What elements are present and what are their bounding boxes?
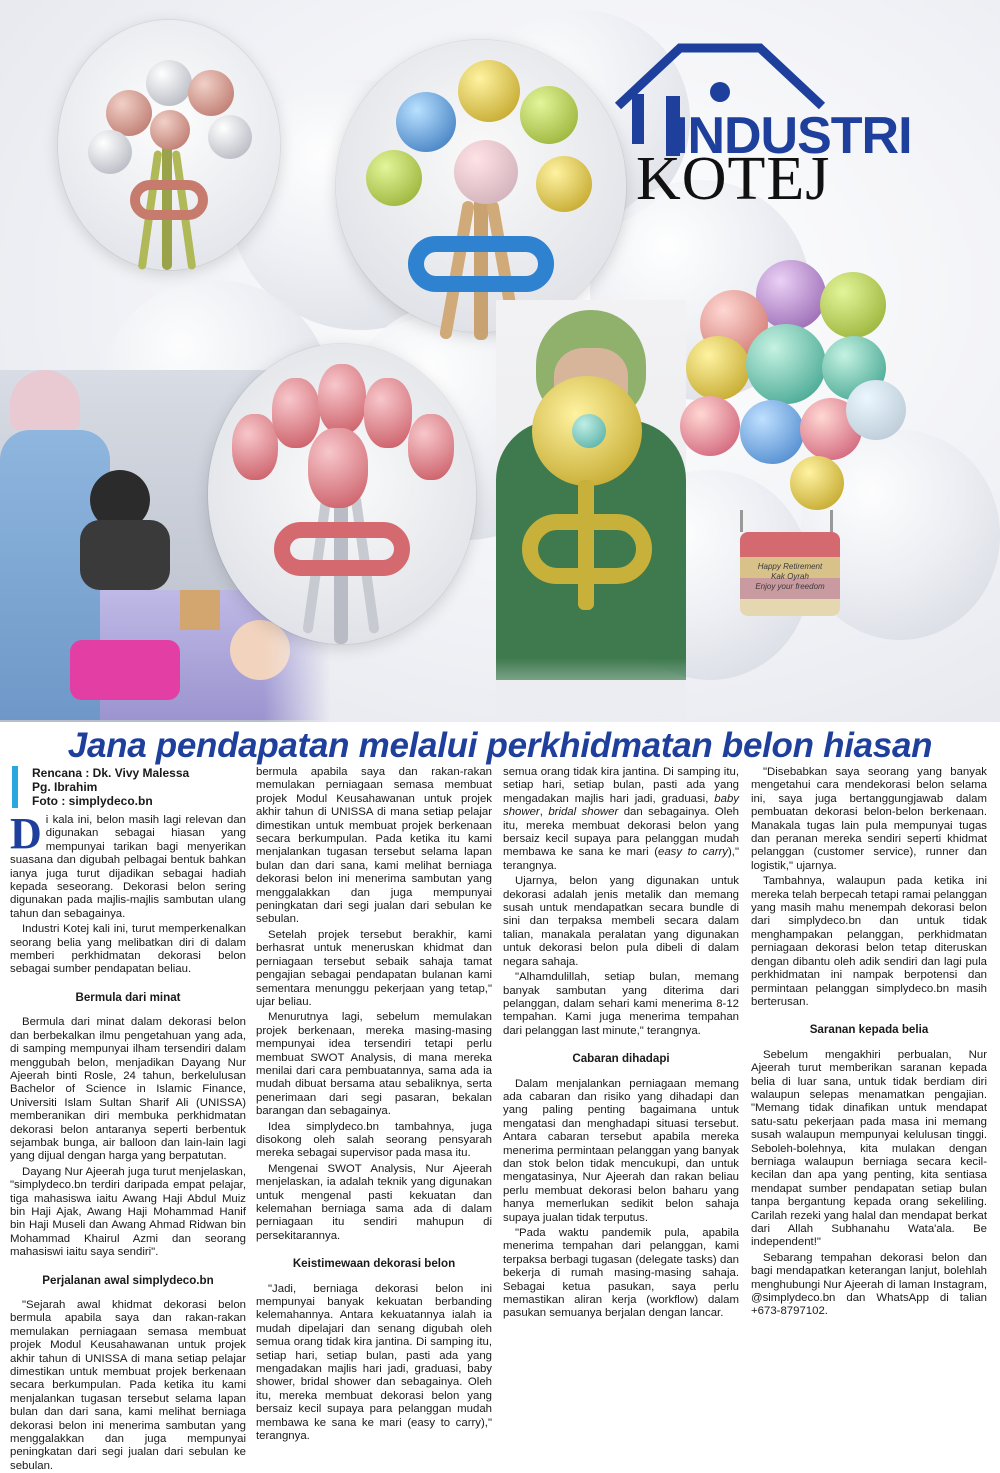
intro-paragraph: Di kala ini, belon masih lagi relevan dan digunakan sebagai hiasan yang mempunyai tarikan bagi menyerikan suasana dan digubah pelbagai bentuk bahkan ianya juga turut dijadikan sebagai hadiah kepada seseorang. Dekorasi belon sering digunakan pada majlis-majlis sambutan ulang tahun dan sebagainya. [10, 809, 246, 920]
photo-collage [0, 0, 1000, 722]
article-column-2 [256, 766, 492, 1443]
article-column-3 [503, 766, 739, 1323]
paragraph: Mengenai SWOT Analysis, Nur Ajeerah menjelaskan, ia adalah teknik yang digunakan untuk mengenal pasti kekuatan dan kelemahan berniaga sama ada di dalam perniagaan itu sendiri mahupun di persekitarannya. [256, 1162, 492, 1242]
paragraph: "Jadi, berniaga dekorasi belon ini mempunyai banyak kekuatan berbanding kelemahannya. Antara kekuatannya ialah ia mudah dipelajari dan senang digubah oleh semua orang tidak kira jantina. Di samping itu, setiap hari, setiap bulan, pasti ada yang mengadakan majlis hari jadi, graduasi, baby shower, bridal shower dan sebagainya. Oleh itu, mereka membuat dekorasi belon yang bersaiz kecil supaya para pelanggan mudah membawa ke sana ke mari (easy to carry)," terangnya. [256, 1282, 492, 1443]
subheading: Cabaran dihadapi [572, 1052, 670, 1066]
hot-air-balloon-photo [670, 250, 938, 630]
article-column-1 [10, 809, 246, 1472]
paragraph: "Sejarah awal khidmat dekorasi belon bermula apabila saya dan rakan-rakan memulakan perniagaan semasa membuat projek Modul Keusahawanan untuk projek akhir tahun di UNISSA di mana setiap pelajar dimestikan untuk membuat projek berkenaan secara berkumpulan. Pada ketika itu kami menjalankan tugasan tersebut selama lapan bulan dan dari sana, kami melihat berniaga dekorasi belon ini menerima sambutan yang menggalakkan dan juga mempunyai peningkatan dari segi jualan dari sebulan ke sebulan. [10, 1299, 246, 1472]
byline [12, 766, 242, 808]
paragraph: Idea simplydeco.bn tambahnya, juga disokong oleh salah seorang pensyarah mereka sebagai supervisor pada masa itu. [256, 1120, 492, 1160]
paragraph: "Pada waktu pandemik pula, apabila menerima tempahan dari pelanggan, kami terpaksa berbagi tugasan (delegate tasks) dan bekerja di rumah masing-masing sahaja. Sebagai ketua pasukan, saya perlu memastikan aliran kerja (workflow) dalam pasukan semuanya berjalan dengan lancar. [503, 1227, 739, 1320]
paragraph: Dalam menjalankan perniagaan memang ada cabaran dan risiko yang dihadapi dan yang paling penting bagaimana untuk mengatasi dan menghadapi situasi tersebut. Antara cabaran tersebut apabila mereka menerima permintaan pelanggan yang banyak dan stok belon tidak mencukupi, dan untuk mengatasinya, Nur Ajeerah dan rakan beliau perlu membuat dekorasi belon baharu yang hanya memerlukan sedikit belon sahaja supaya jualan tidak terputus. [503, 1077, 739, 1224]
article-column-4 [751, 766, 987, 1321]
paragraph: Ujarnya, belon yang digunakan untuk dekorasi adalah jenis metalik dan memang susah untuk mendapatkan secara bundle di sini dan terpaksa membeli secara dalam talian, manakala peralatan yang digunakan untuk dekorasi belon pula dibeli di dalam negara sahaja. [503, 875, 739, 968]
bouquet-photo-blue-bow [336, 40, 626, 332]
dropcap: D [10, 809, 42, 858]
logo-industri: INDUSTRI [674, 107, 912, 165]
subheading: Perjalanan awal simplydeco.bn [42, 1273, 214, 1287]
industri-kotej-logo [610, 36, 950, 213]
paragraph: Bermula dari minat dalam dekorasi belon dan berbekalkan ilmu pengetahuan yang ada, di samping mempunyai ilham tersendiri dalam menggubah belon, menjadikan Dayang Nur Ajeerah binti Rosle, 24 tahun, berkelulusan Bachelor of Science in Islamic Finance, Universiti Islam Sultan Sharif Ali (UNISSA) memberanikan diri membuka perkhidmatan dekorasi belon antaranya seperti berbentuk sejambak bunga, air balloon dan lain-lain lagi yang dijual dengan harga yang berpatutan. [10, 1016, 246, 1163]
paragraph: Tambahnya, walaupun pada ketika ini mereka telah berpecah tetapi ramai pelanggan yang masih mahu menempah dekorasi belon dari simplydeco.bn dan untuk tidak menghampakan pelanggan, perkhidmatan perniagaan dekorasi belon tetap diteruskan dengan dibantu oleh adik sendiri dan lagi pula perkhidmatan ini nampak berpotensi dan permintaan pelanggan simplydeco.bn masih berterusan. [751, 875, 987, 1008]
headline: Jana pendapatan melalui perkhidmatan belon hiasan [67, 726, 933, 765]
bouquet-photo-tulips [208, 344, 476, 644]
paragraph: Sebarang tempahan dekorasi belon dan bagi mendapatkan keterangan lanjut, bolehlah menghubungi Nur Ajeerah di laman Instagram, @simplydeco.bn dan WhatsApp di talian +673-8797102. [751, 1251, 987, 1318]
paragraph: semua orang tidak kira jantina. Di samping itu, setiap hari, setiap bulan, pasti ada yang mengadakan majlis hari jadi, graduasi, baby shower, bridal shower dan sebagainya. Oleh itu, mereka membuat dekorasi belon yang bersaiz kecil supaya para pelanggan mudah membawa ke sana ke mari (easy to carry)," terangnya. [503, 766, 739, 872]
banner-line-2: Kak Oyrah [771, 572, 809, 581]
paragraph: bermula apabila saya dan rakan-rakan memulakan perniagaan semasa membuat projek Modul Keusahawanan untuk projek akhir tahun di UNISSA di mana setiap pelajar dimestikan untuk membuat projek berkenaan secara berkumpulan. Pada ketika itu kami menjalankan tugasan tersebut selama lapan bulan dan dari sana, kami melihat berniaga dekorasi belon ini menerima sambutan yang menggalakkan dan juga mempunyai peningkatan dari segi jualan dari sebulan ke sebulan. [256, 766, 492, 926]
subheading: Bermula dari minat [75, 990, 181, 1004]
paragraph: Sebelum mengakhiri perbualan, Nur Ajeerah turut memberikan saranan kepada belia di luar sana, untuk tidak berdiam diri walaupun selepas menamatkan pengajian. "Memang tidak dinafikan untuk mendapat satu-satu pekerjaan pada masa ini memang susah walaupun mempunyai kelulusan tinggi. Seboleh-bolehnya, kita mulakan dengan berniaga walaupun berniaga secara kecil-kecilan dan apa yang penting, kita sentiasa mendapat sumber pendapatan setiap bulan tanpa bergantung kepada orang sekeliling. Carilah rezeki yang halal dan mendapat berkat dari Allah Subhanahu Wata'ala. Be independent!" [751, 1048, 987, 1249]
subheading: Saranan kepada belia [809, 1023, 929, 1037]
byline-editor: Pg. Ibrahim [32, 780, 98, 794]
paragraph: Industri Kotej kali ini, turut memperkenalkan seorang belia yang melibatkan diri di dalam memberi perkhidmatan dekorasi belon sebagai sumber pendapatan beliau. [10, 923, 246, 976]
subheading: Keistimewaan dekorasi belon [292, 1257, 456, 1271]
balloon-basket [740, 532, 840, 616]
logo-kotej: KOTEJ [636, 145, 831, 213]
paragraph: "Disebabkan saya seorang yang banyak mengetahui cara mendekorasi belon selama ini, saya juga bertanggungjawab dalam pembuatan dekorasi belon-belon berkenaan. Manakala tugas lain pula mempunyai tugas dan peranan mereka sendiri seperti khidmat pelanggan (customer service), runner dan logistik," ujarnya. [751, 766, 987, 872]
paragraph: "Alhamdulillah, setiap bulan, memang banyak sambutan yang diterima dari pelanggan, dalam sehari kami menerima 8-12 tempahan. Kami juga menerima tempahan dari pelanggan last minute," terangnya. [503, 971, 739, 1037]
woman-holding-balloon-photo [496, 300, 686, 722]
paragraph: Setelah projek tersebut berakhir, kami berhasrat untuk meneruskan khidmat dan perniagaan tersebut sebaik sahaja tamat pengajian sebagai pendapatan bulanan kami sementara menunggu pekerjaan yang tetap," ujar beliau. [256, 928, 492, 1008]
byline-writer: Rencana : Dk. Vivy Malessa [32, 766, 190, 780]
byline-photo: Foto : simplydeco.bn [32, 794, 153, 808]
paragraph: Menurutnya lagi, sebelum memulakan projek berkenaan, mereka masing-masing mempunyai idea tersendiri tetapi perlu membuat SWOT Analysis, di mana mereka menilai dari cara pembuatannya, sama ada ia mudah dibuat bersama atau sebaliknya, serta penerimaan dari segi pasaran, bekalan barangan dan sebagainya. [256, 1011, 492, 1118]
banner-line-1: Happy Retirement [757, 562, 823, 571]
paragraph: Dayang Nur Ajeerah juga turut menjelaskan, "simplydeco.bn terdiri daripada empat pelajar, tiga mahasiswa iaitu Awang Haji Abdul Muiz bin Haji Ajak, Awang Haji Mohammad Hanif bin Haji Museli dan Awang Ahmad Ridwan bin Mohammad Khairul Azmi dan seorang mahasiswi iaitu saya sendiri". [10, 1165, 246, 1259]
bouquet-photo-pink-silver [58, 20, 280, 270]
banner-line-3: Enjoy your freedom [755, 582, 825, 591]
